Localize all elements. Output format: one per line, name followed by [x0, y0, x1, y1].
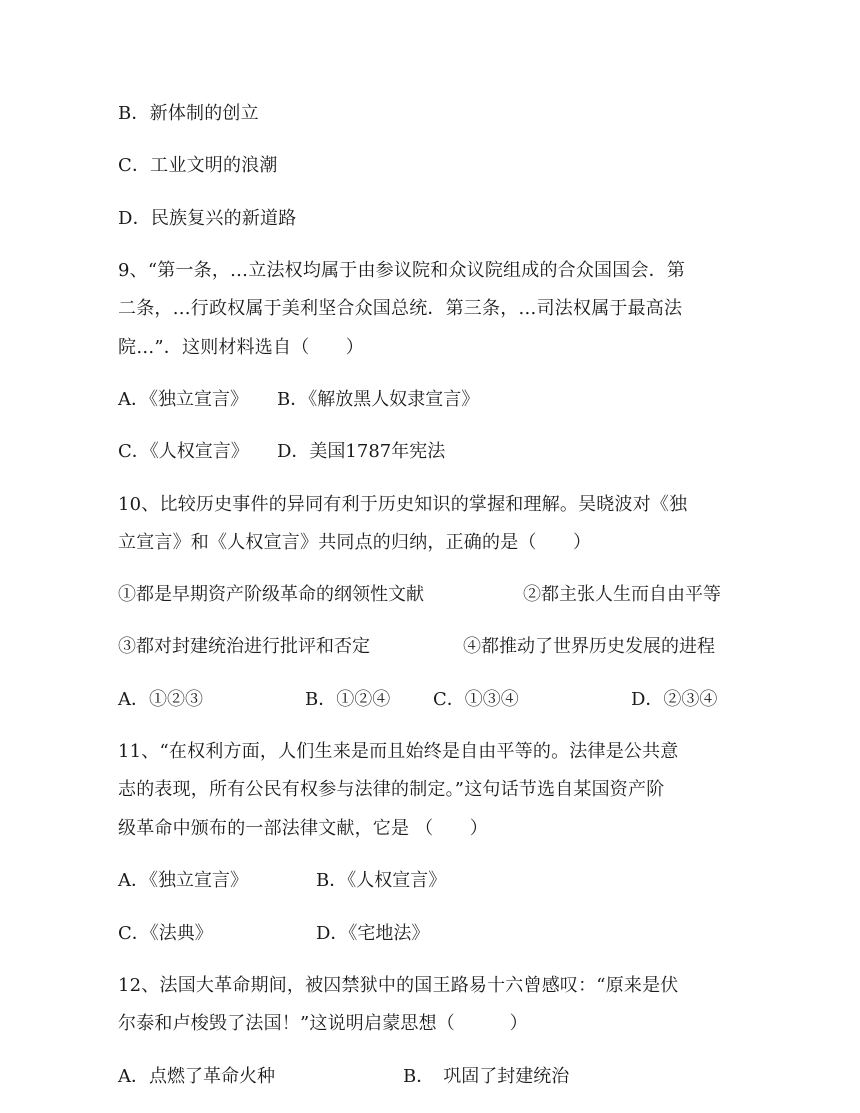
q9-option-a: A．《独立宣言》 — [118, 389, 248, 410]
q10-stem-line-1: 10、比较历史事件的异同有利于历史知识的掌握和理解。吴晓波对《独 — [118, 494, 688, 515]
q9-option-c: C．《人权宣言》 — [118, 441, 249, 462]
q10-option-a: A．①②③ — [118, 689, 203, 710]
q10-statement-3: ③都对封建统治进行批评和否定 — [118, 636, 370, 657]
q11-option-d: D．《宅地法》 — [316, 923, 430, 944]
q9-stem-line-3: 院…”．这则材料选自（ ） — [118, 337, 365, 358]
q11-option-c: C．《法典》 — [118, 923, 213, 944]
q12-stem-line-2: 尔泰和卢梭毁了法国！”这说明启蒙思想（ ） — [118, 1013, 528, 1034]
q10-statement-1: ①都是早期资产阶级革命的纲领性文献 — [118, 584, 424, 605]
q9-stem-line-2: 二条，…行政权属于美利坚合众国总统．第三条，…司法权属于最高法 — [118, 298, 683, 319]
q11-stem-line-2: 志的表现，所有公民有权参与法律的制定。”这句话节选自某国资产阶 — [118, 779, 665, 800]
q11-option-a: A．《独立宣言》 — [118, 870, 248, 891]
q10-option-b: B．①②④ — [305, 689, 391, 710]
q10-statement-2: ②都主张人生而自由平等 — [523, 584, 721, 605]
q11-stem-line-3: 级革命中颁布的一部法律文献，它是 （ ） — [118, 818, 488, 839]
q11-option-b: B．《人权宣言》 — [316, 870, 447, 891]
q11-stem-line-1: 11、“在权利方面，人们生来是而且始终是自由平等的。法律是公共意 — [118, 741, 679, 762]
q10-option-c: C．①③④ — [433, 689, 519, 710]
q12-stem-line-1: 12、法国大革命期间，被囚禁狱中的国王路易十六曾感叹：“原来是伏 — [118, 975, 679, 996]
q12-option-a: A．点燃了革命火种 — [118, 1066, 275, 1087]
q9-stem-line-1: 9、“第一条，…立法权均属于由参议院和众议院组成的合众国国会．第 — [118, 260, 686, 281]
q8-option-b: B．新体制的创立 — [118, 103, 259, 124]
q10-statement-4: ④都推动了世界历史发展的进程 — [463, 636, 715, 657]
q8-option-d: D．民族复兴的新道路 — [118, 208, 297, 229]
q10-option-d: D．②③④ — [631, 689, 718, 710]
q9-option-b: B．《解放黑人奴隶宣言》 — [277, 389, 480, 410]
q10-stem-line-2: 立宣言》和《人权宣言》共同点的归纳，正确的是（ ） — [118, 532, 592, 553]
q9-option-d: D．美国1787年宪法 — [277, 441, 446, 462]
q8-option-c: C．工业文明的浪潮 — [118, 155, 278, 176]
q12-option-b: B． 巩固了封建统治 — [403, 1066, 570, 1087]
